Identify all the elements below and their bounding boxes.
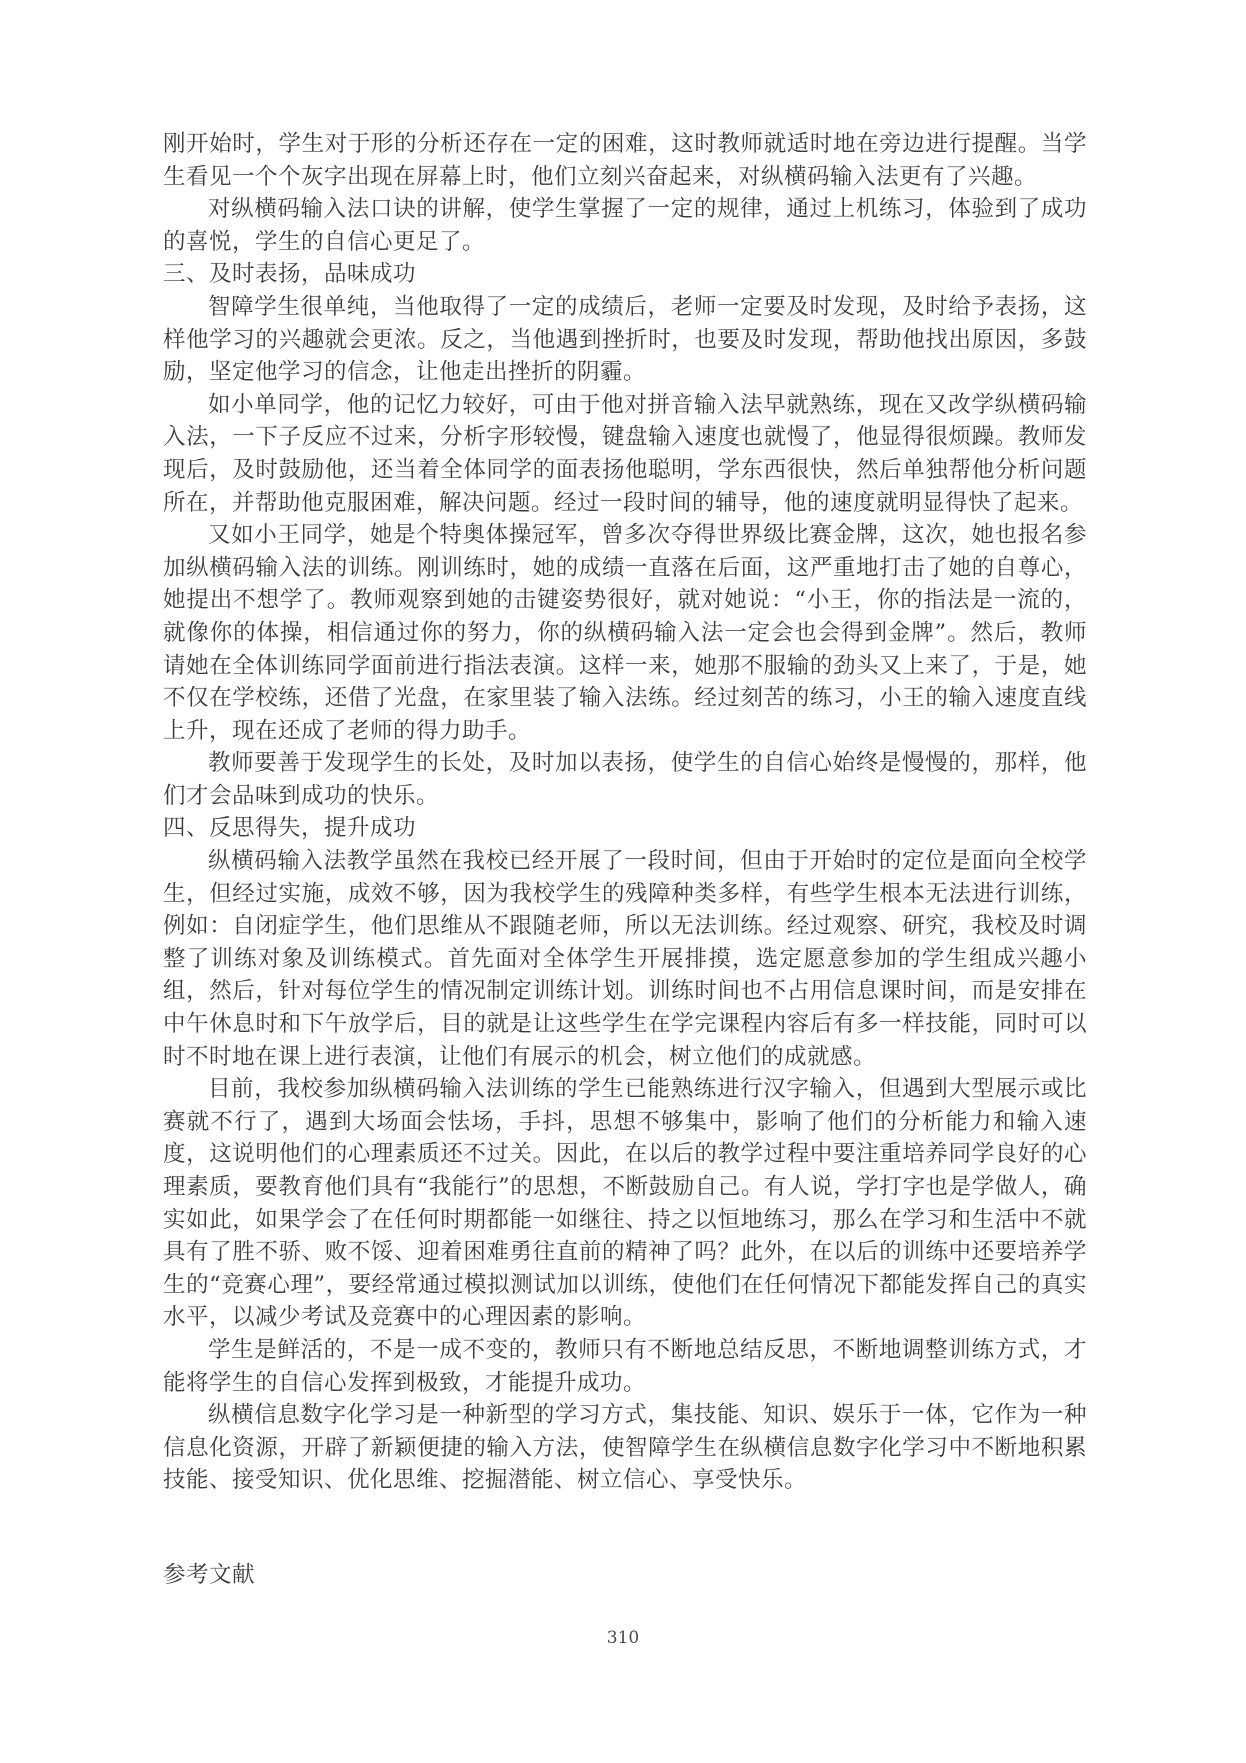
section-heading-3: 三、及时表扬，品味成功: [163, 261, 417, 288]
paragraph: 纵横码输入法教学虽然在我校已经开展了一段时间，但由于开始时的定位是面向全校学生，但经过实施，成效不够，因为我校学生的残障种类多样，有些学生根本无法进行训练，例如：自闭症学生，他们思维从不跟随老师，所以无法训练。经过观察、研究，我校及时调整了训练对象及训练模式。首先面对全体学生开展排摸，选定愿意参加的学生组成兴趣小组，然后，针对每位学生的情况制定训练计划。训练时间也不占用信息课时间，而是安排在中午休息时和下午放学后，目的就是让这些学生在学完课程内容后有多一样技能，同时可以时不时地在课上进行表演，让他们有展示的机会，树立他们的成就感。: [163, 848, 1087, 1070]
paragraph: 智障学生很单纯，当他取得了一定的成绩后，老师一定要及时发现，及时给予表扬，这样他学习的兴趣就会更浓。反之，当他遇到挫折时，也要及时发现，帮助他找出原因，多鼓励，坚定他学习的信念，让他走出挫折的阴霾。: [163, 293, 1087, 386]
references-heading: 参考文献: [163, 1561, 256, 1588]
section-heading-4: 四、反思得失，提升成功: [163, 815, 417, 842]
page-number: 310: [606, 1628, 640, 1648]
paragraph: 目前，我校参加纵横码输入法训练的学生已能熟练进行汉字输入，但遇到大型展示或比赛就不行了，遇到大场面会怯场，手抖，思想不够集中，影响了他们的分析能力和输入速度，这说明他们的心理素质还不过关。因此，在以后的教学过程中要注重培养同学良好的心理素质，要教育他们具有“我能行”的思想，不断鼓励自己。有人说，学打字也是学做人，确实如此，如果学会了在任何时期都能一如继往、持之以恒地练习，那么在学习和生活中不就具有了胜不骄、败不馁、迎着困难勇往直前的精神了吗？此外，在以后的训练中还要培养学生的“竞赛心理”，要经常通过模拟测试加以训练，使他们在任何情况下都能发挥自己的真实水平，以减少考试及竞赛中的心理因素的影响。: [163, 1076, 1087, 1331]
paragraph: 如小单同学，他的记忆力较好，可由于他对拼音输入法早就熟练，现在又改学纵横码输入法，一下子反应不过来，分析字形较慢，键盘输入速度也就慢了，他显得很烦躁。教师发现后，及时鼓励他，还当着全体同学的面表扬他聪明，学东西很快，然后单独帮他分析问题所在，并帮助他克服困难，解决问题。经过一段时间的辅导，他的速度就明显得快了起来。: [163, 391, 1087, 516]
paragraph: 对纵横码输入法口诀的讲解，使学生掌握了一定的规律，通过上机练习，体验到了成功的喜悦，学生的自信心更足了。: [163, 196, 1087, 255]
paragraph: 学生是鲜活的，不是一成不变的，教师只有不断地总结反思，不断地调整训练方式，才能将学生的自信心发挥到极致，才能提升成功。: [163, 1336, 1087, 1396]
paragraph: 纵横信息数字化学习是一种新型的学习方式，集技能、知识、娱乐于一体，它作为一种信息化资源，开辟了新颖便捷的输入方法，使智障学生在纵横信息数字化学习中不断地积累技能、接受知识、优化思维、挖掘潜能、树立信心、享受快乐。: [163, 1402, 1087, 1494]
paragraph: 又如小王同学，她是个特奥体操冠军，曾多次夺得世界级比赛金牌，这次，她也报名参加纵横码输入法的训练。刚训练时，她的成绩一直落在后面，这严重地打击了她的自尊心，她提出不想学了。教师观察到她的击键姿势很好，就对她说：“小王，你的指法是一流的，就像你的体操，相信通过你的努力，你的纵横码输入法一定会也会得到金牌”。然后，教师请她在全体训练同学面前进行指法表演。这样一来，她那不服输的劲头又上来了，于是，她不仅在学校练，还借了光盘，在家里装了输入法练。经过刻苦的练习，小王的输入速度直线上升，现在还成了老师的得力助手。: [163, 522, 1087, 744]
paragraph: 刚开始时，学生对于形的分析还存在一定的困难，这时教师就适时地在旁边进行提醒。当学生看见一个个灰字出现在屏幕上时，他们立刻兴奋起来，对纵横码输入法更有了兴趣。: [163, 131, 1087, 190]
document-content: [163, 128, 1087, 1592]
paragraph: 教师要善于发现学生的长处，及时加以表扬，使学生的自信心始终是慢慢的，那样，他们才会品味到成功的快乐。: [163, 750, 1087, 809]
